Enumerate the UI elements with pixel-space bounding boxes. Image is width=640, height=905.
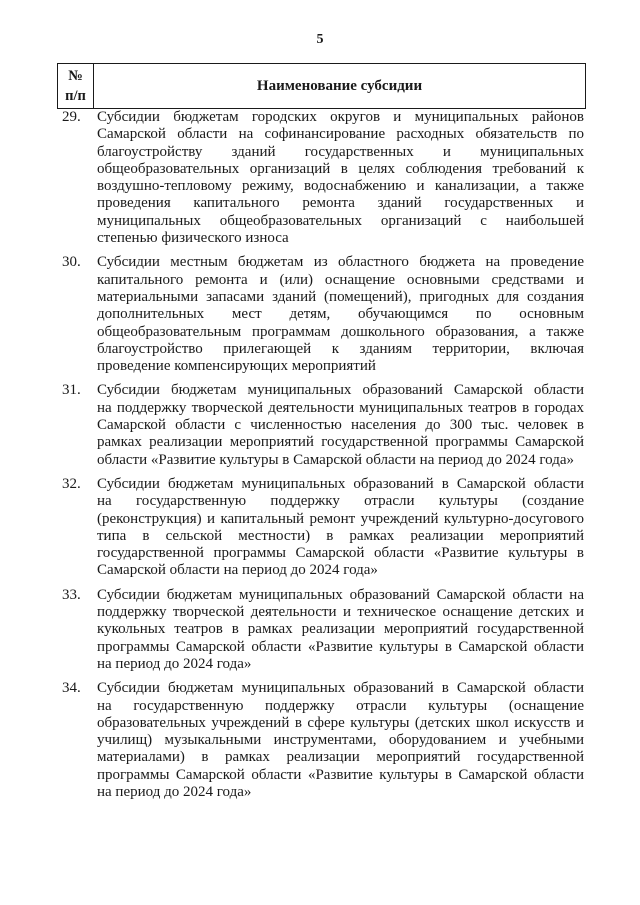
table-body	[57, 109, 586, 808]
table-row	[57, 587, 586, 673]
table-row	[57, 109, 586, 247]
subsidy-name-line: программы Самарской области «Развитие культуры в Самарской области	[97, 766, 584, 783]
subsidy-name-line: образовательных учреждений в сфере культуры (детских школ искусств и	[97, 714, 584, 731]
table-row	[57, 476, 586, 580]
row-number: 29.	[62, 109, 81, 125]
subsidy-name-line: дополнительных мест детям, обучающимся по основным	[97, 306, 584, 323]
header-name-column: Наименование субсидии	[256, 78, 423, 94]
subsidy-name	[97, 382, 584, 468]
row-number: 34.	[62, 680, 81, 697]
subsidy-name-line: воздушно-тепловому режиму, водоснабжению и канализации, а также	[97, 178, 584, 195]
row-number: 30.	[62, 254, 81, 271]
subsidy-name-line: материалами) в рамках реализации мероприятий государственной	[97, 749, 584, 766]
subsidy-name-line: рамках реализации мероприятий государственной программы Самарской	[97, 434, 584, 451]
subsidy-name	[97, 254, 584, 375]
subsidy-name	[97, 587, 584, 673]
subsidy-name-line: Субсидии бюджетам городских округов и муниципальных районов	[97, 109, 584, 125]
subsidy-name-line: проведения капитального ремонта зданий государственных и	[97, 195, 584, 212]
row-number: 33.	[62, 586, 81, 603]
subsidy-name-line: благоустройству зданий государственных и муниципальных	[97, 143, 584, 160]
subsidy-name-line: кукольных театров в рамках реализации мероприятий государственной	[97, 621, 584, 638]
header-number-column	[58, 64, 94, 108]
subsidy-name-line: степенью физического износа	[97, 230, 289, 247]
subsidy-name-line: на период до 2024 года»	[97, 655, 252, 672]
subsidy-name-line: Субсидии бюджетам муниципальных образований в Самарской области	[97, 475, 584, 492]
row-number: 32.	[62, 475, 81, 492]
subsidy-name-line: Самарской области на период до 2024 года»	[97, 562, 378, 579]
table-row	[57, 254, 586, 375]
subsidy-name-line: Субсидии бюджетам муниципальных образований в Самарской области	[97, 680, 584, 697]
subsidy-name-line: на поддержку творческой деятельности муниципальных театров в городах	[97, 399, 584, 416]
subsidy-name-line: на государственную поддержку отрасли культуры (оснащение	[97, 697, 584, 714]
header-number-abbrev: п/п	[65, 88, 86, 104]
subsidy-name-line: Субсидии бюджетам муниципальных образований Самарской области на	[97, 586, 584, 603]
subsidy-name-line: области «Развитие культуры в Самарской области на период до 2024 года»	[97, 451, 575, 468]
subsidy-name-line: материальными запасами зданий (помещений), пригодных для создания	[97, 288, 584, 305]
subsidy-name-line: общеобразовательных организаций в целях соблюдения требований к	[97, 160, 584, 177]
subsidy-name-line: благоустройство прилегающей к зданиям территории, включая	[97, 340, 584, 357]
subsidy-name	[97, 476, 584, 580]
subsidy-name-line: капитального ремонта и (или) оснащение основными средствами и	[97, 271, 584, 288]
page-number: 5	[316, 32, 324, 47]
subsidy-name-line: поддержку творческой деятельности и техническое оснащение детских и	[97, 604, 584, 621]
subsidy-name-line: Самарской области на софинансирование расходных обязательств по	[97, 126, 584, 143]
header-number-sign: №	[68, 68, 83, 84]
subsidy-name-line: проведение компенсирующих мероприятий	[97, 358, 376, 375]
subsidy-name-line: Самарской области с численностью населения до 300 тыс. человек в	[97, 417, 584, 434]
subsidy-name-line: (реконструкция) и капитальный ремонт учреждений культурно-досугового	[97, 510, 584, 527]
subsidy-name-line: программы Самарской области «Развитие культуры в Самарской области	[97, 638, 584, 655]
subsidy-name-line: училищ) музыкальными инструментами, оборудованием и учебными	[97, 732, 584, 749]
subsidy-name-line: Субсидии бюджетам муниципальных образований Самарской области	[97, 382, 584, 399]
table-row	[57, 680, 586, 801]
row-number: 31.	[62, 382, 81, 399]
subsidy-name-line: Субсидии местным бюджетам из областного бюджета на проведение	[97, 254, 584, 271]
table-row	[57, 382, 586, 468]
subsidy-name-line: государственной программы Самарской области «Развитие культуры в	[97, 545, 584, 562]
subsidy-name	[97, 109, 584, 247]
subsidy-name	[97, 680, 584, 801]
subsidy-name-line: на период до 2024 года»	[97, 783, 252, 800]
subsidy-name-line: общеобразовательным программам дошкольного образования, а также	[97, 323, 584, 340]
subsidy-name-line: на государственную поддержку отрасли культуры (создание	[97, 493, 584, 510]
table-header	[57, 63, 586, 109]
subsidy-name-line: муниципальных общеобразовательных организаций с наибольшей	[97, 212, 584, 229]
subsidy-name-line: типа в сельской местности) в рамках реализации мероприятий	[97, 527, 584, 544]
